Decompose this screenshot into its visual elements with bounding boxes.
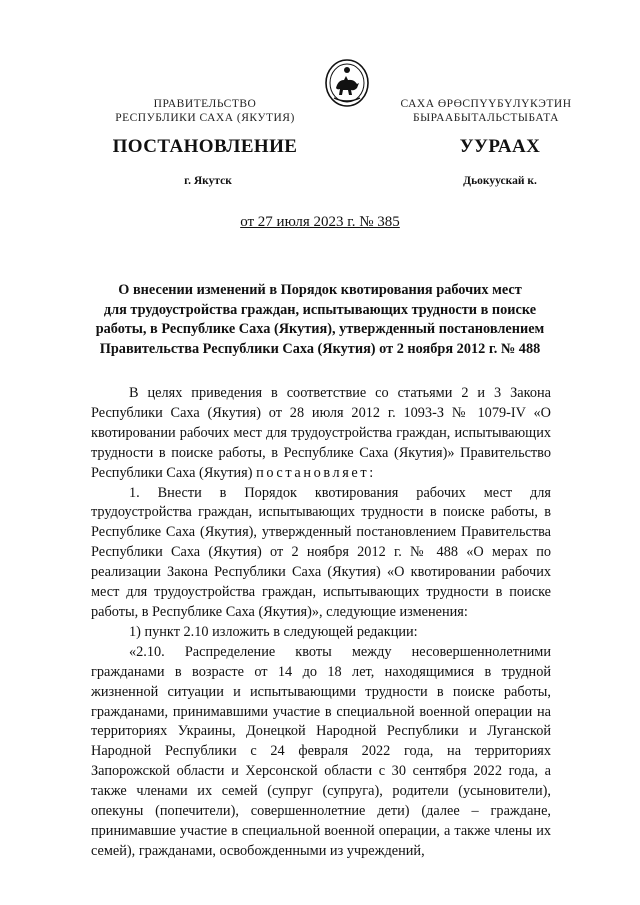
date-number-text: от 27 июля 2023 г. № 385 — [240, 214, 400, 230]
paragraph-subitem-1: 1) пункт 2.10 изложить в следующей редакции: — [129, 623, 418, 640]
government-name-yakut — [371, 97, 601, 125]
government-name-russian — [90, 97, 320, 125]
title-line-3: работы, в Республике Саха (Якутия), утвержденный постановлением — [95, 321, 545, 337]
government-name-yakut-line-1: САХА ӨРӨСПҮҮБҮЛҮКЭТИН — [400, 98, 572, 110]
government-name-line-1: ПРАВИТЕЛЬСТВО — [153, 98, 257, 110]
paragraph-clause-2-10: «2.10. Распределение квоты между несовершеннолетними гражданами в возрасте от 14 до 18 лет, находящимися в трудной жизненной ситуации и испытывающими трудности в поиске работы, гражданами, принимавшими участие в специальной военной операции на территориях Украины, Донецкой Народной Республики и Луганской Народной Республики с 24 февраля 2022 года, на территориях Запорожской области и Херсонской области с 30 сентября 2022 года, а также членами их семей (супруг (супруга), родители (усыновители), опекуны (попечители), совершеннолетние дети) (далее – граждане, принимавшие участие в специальной военной операции, а также члены их семей), гражданами, освобожденными из учреждений, — [91, 643, 551, 859]
sakha-republic-emblem-icon — [324, 58, 370, 108]
document-body — [91, 384, 551, 862]
government-name-yakut-line-2: БЫРААБЫТАЛЬСТЫБАТА — [413, 112, 559, 124]
city-yakut: Дьокуускай к. — [463, 175, 537, 187]
preamble-text: В целях приведения в соответствие со статьями 2 и 3 Закона Республики Саха (Якутия) от 28 июля 2012 г. 1093-З № 1079-IV «О квотировании рабочих мест для трудоустройства граждан, испытывающих трудности в поиске работы, в Республике Саха (Якутия)» Правительство Республики Саха (Якутия) — [91, 385, 551, 481]
doc-type-russian: ПОСТАНОВЛЕНИЕ — [112, 136, 298, 157]
document-date-number — [0, 214, 640, 231]
title-line-1: О внесении изменений в Порядок квотирования рабочих мест — [118, 282, 522, 298]
paragraph-item-1: 1. Внести в Порядок квотирования рабочих мест для трудоустройства граждан, испытывающих трудности в поиске работы, в Республике Саха (Якутия), утвержденный постановлением Правительства Республики Саха (Якутия) от 2 ноября 2012 г. № 488 «О мерах по реализации Закона Республики Саха (Якутия) «О квотировании рабочих мест для трудоустройства граждан, испытывающих трудности в поиске работы, в Республике Саха (Якутия)», следующие изменения: — [91, 484, 551, 620]
paragraph-preamble — [91, 384, 551, 484]
document-title — [95, 281, 545, 359]
resolves-word: постановляет: — [256, 464, 376, 481]
title-line-2: для трудоустройства граждан, испытывающих трудности в поиске — [103, 301, 537, 318]
government-name-line-2: РЕСПУБЛИКИ САХА (ЯКУТИЯ) — [115, 112, 295, 124]
title-line-4: Правительства Республики Саха (Якутия) от 2 ноября 2012 г. № 488 — [99, 340, 541, 357]
doc-type-yakut: УУРААХ — [459, 136, 541, 157]
city-russian: г. Якутск — [184, 175, 232, 187]
